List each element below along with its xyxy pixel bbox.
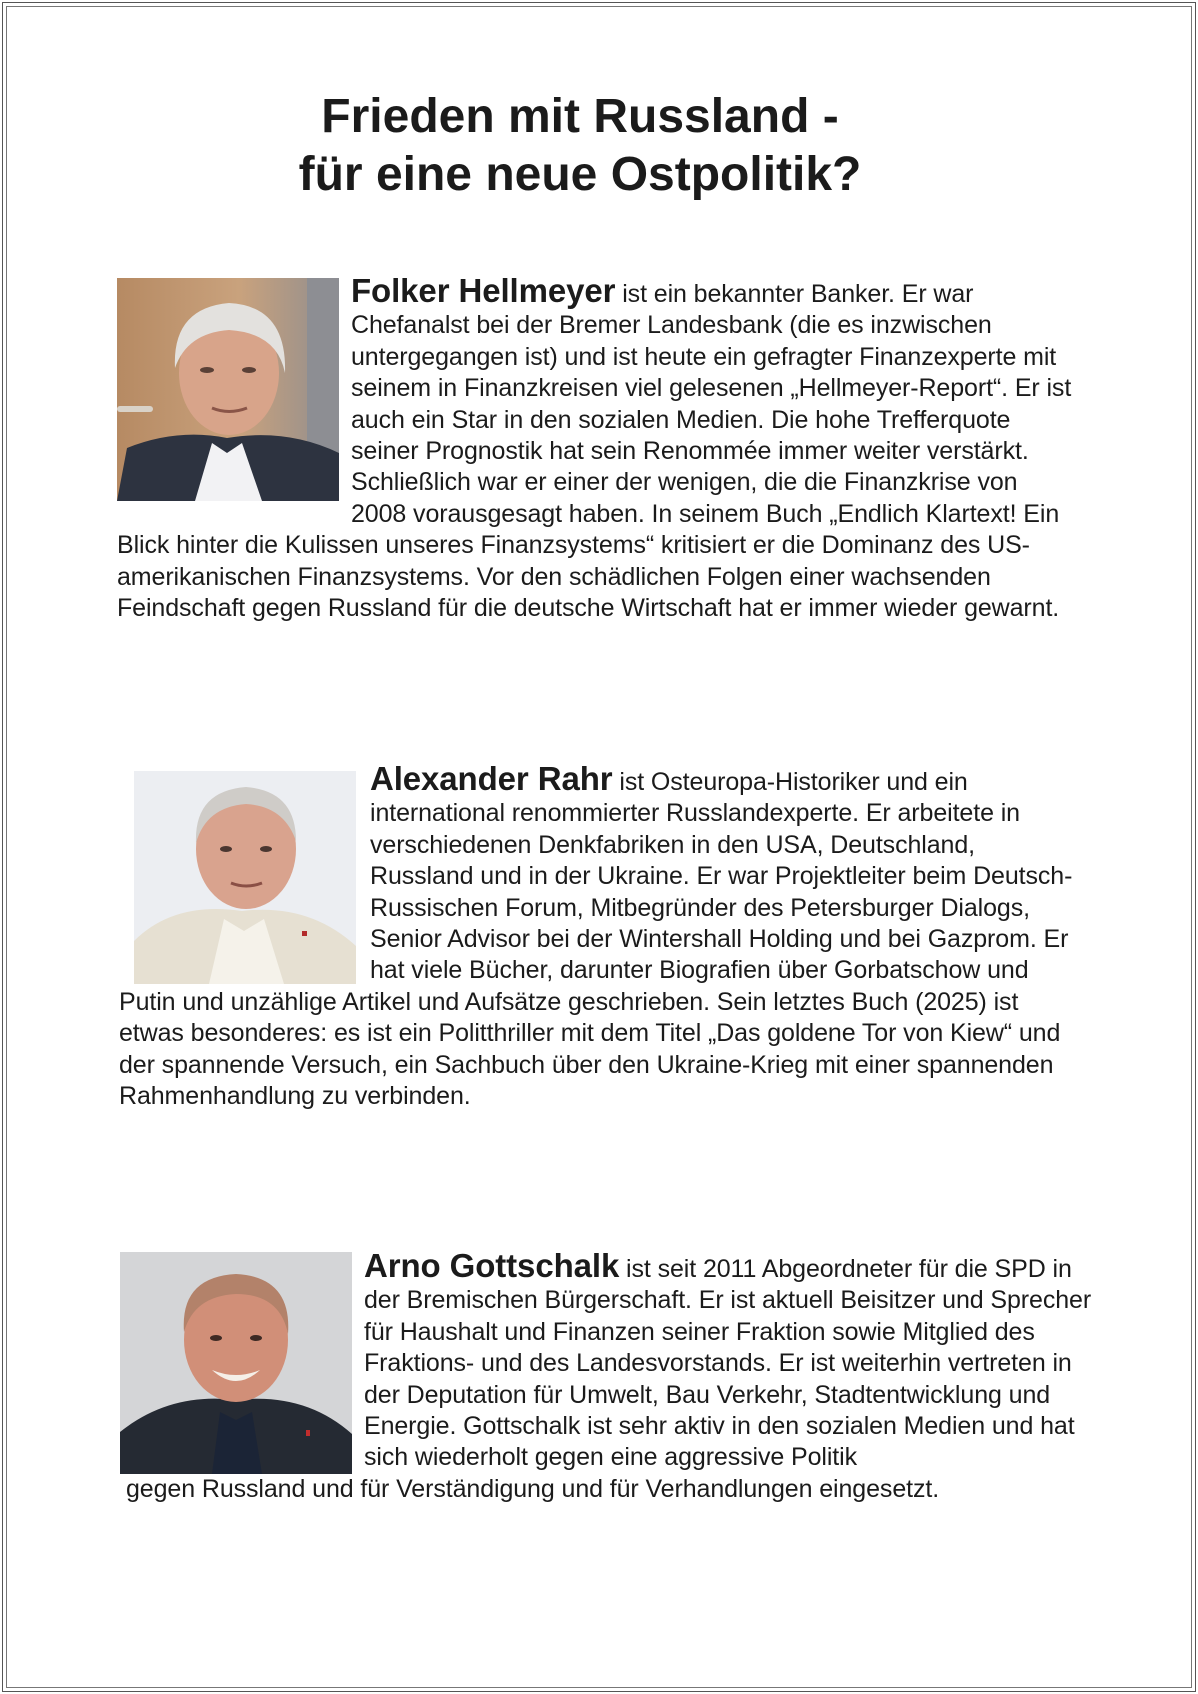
portrait-photo-hellmeyer bbox=[117, 278, 339, 501]
bio-text-gottschalk-tail: gegen Russland und für Verständigung und für Verhandlungen eingesetzt. bbox=[126, 1475, 940, 1503]
bio-folker-hellmeyer bbox=[117, 272, 1077, 624]
bio-text-gottschalk: ist seit 2011 Abgeordneter für die SPD in der Bremischen Bürgerschaft. Er ist aktuell Beisitzer und Sprecher für Haushalt und Finanzen seiner Fraktion sowie Mitglied des Fraktions- und des Landesvorstands. Er ist weiterhin vertreten in der Deputation für Umwelt, Bau Verkehr, Stadtentwicklung und Energie. Gottschalk ist sehr aktiv in den sozialen Medien und hat sich wiederholt gegen eine aggressive Politik bbox=[364, 1255, 1092, 1472]
bio-text-hellmeyer: ist ein bekannter Banker. Er war Chefanalst bei der Bremer Landesbank (die es inzwischen untergegangen ist) und ist heute ein gefragter Finanzexperte mit seinem in Finanzkreisen viel gelesenen „Hellmeyer-Report“. Er ist auch ein Star in den sozialen Medien. Die hohe Trefferquote seiner Prognostik hat sein Renommée immer weiter verstärkt. Schließlich war er einer der wenigen, die die Finanzkrise von 2008 vorausgesagt haben. In seinem Buch „Endlich Klartext! Ein Blick hinter die Kulissen unseres Finanzsystems“ kritisiert er die Dominanz des US-amerikanischen Finanzsystems. Vor den schädlichen Folgen einer wachsenden Feindschaft gegen Russland für die deutsche Wirtschaft hat er immer wieder gewarnt. bbox=[117, 280, 1072, 623]
bio-alexander-rahr bbox=[119, 760, 1079, 1112]
title-line-2: für eine neue Ostpolitik? bbox=[298, 148, 862, 201]
person-name-hellmeyer: Folker Hellmeyer bbox=[351, 272, 616, 309]
portrait-photo-gottschalk bbox=[120, 1252, 352, 1474]
page-title bbox=[0, 88, 1160, 204]
bio-arno-gottschalk bbox=[120, 1247, 1100, 1505]
person-name-rahr: Alexander Rahr bbox=[370, 760, 613, 797]
portrait-photo-rahr bbox=[134, 771, 356, 984]
title-line-1: Frieden mit Russland - bbox=[321, 90, 839, 143]
bio-text-rahr: ist Osteuropa-Historiker und ein international renommierter Russlandexperte. Er arbeitete in verschiedenen Denkfabriken in den USA, Deutschland, Russland und in der Ukraine. Er war Projektleiter beim Deutsch-Russischen Forum, Mitbegründer des Petersburger Dialogs, Senior Advisor bei der Wintershall Holding und bei Gazprom. Er hat viele Bücher, darunter Biografien über Gorbatschow und Putin und unzählige Artikel und Aufsätze geschrieben. Sein letztes Buch (2025) ist etwas besonderes: es ist ein Politthriller mit dem Titel „Das goldene Tor von Kiew“ und der spannende Versuch, ein Sachbuch über den Ukraine-Krieg mit einer spannenden Rahmenhandlung zu verbinden. bbox=[119, 768, 1073, 1111]
person-name-gottschalk: Arno Gottschalk bbox=[364, 1247, 620, 1284]
